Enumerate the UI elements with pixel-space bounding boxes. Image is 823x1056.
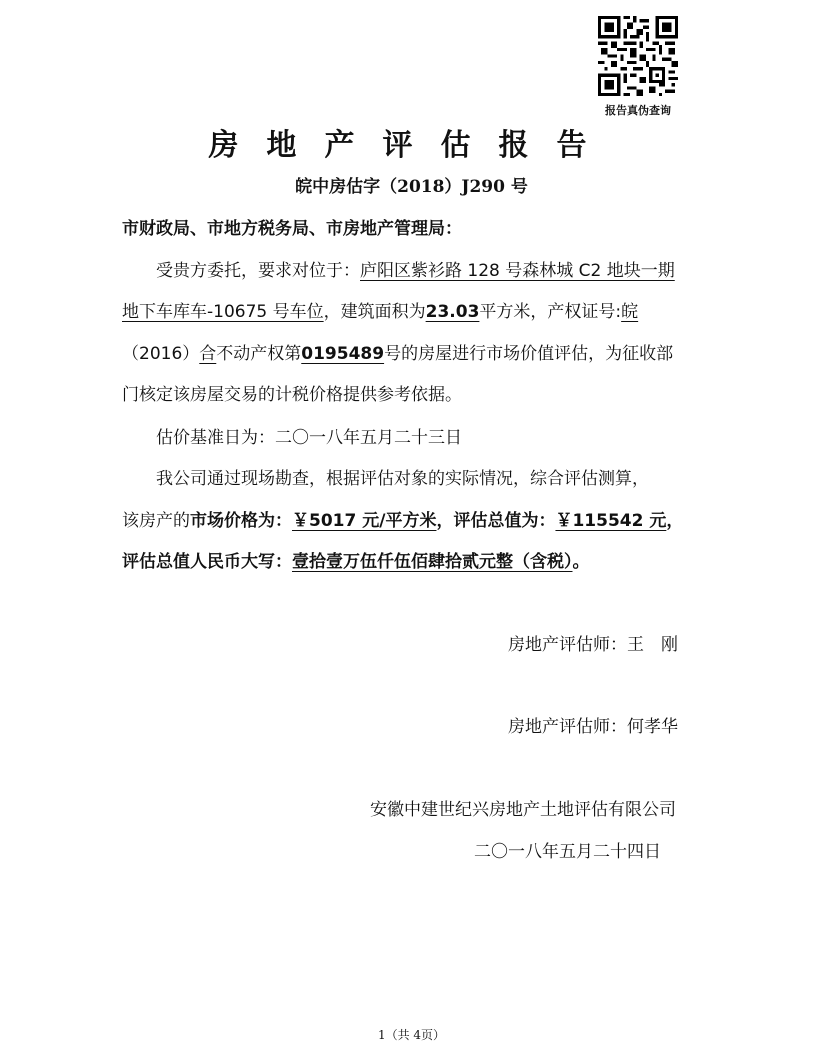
page-number: 1（共 4页） <box>377 1028 446 1042</box>
report-number: 皖中房估字（2018）J290 号 <box>295 177 528 197</box>
company-name: 安徽中建世纪兴房地产土地评估有限公司 <box>370 800 676 820</box>
text: （2016） <box>122 344 200 364</box>
qr-code-icon[interactable] <box>598 16 678 96</box>
text: ， <box>666 511 684 531</box>
paragraph-1-line-4: 门核定该房屋交易的计税价格提供参考依据。 <box>122 385 462 405</box>
certificate-prefix: 皖 <box>621 302 639 322</box>
parking-space: 地下车库车-10675 号车位 <box>122 302 324 322</box>
paragraph-3-line-3 <box>122 547 590 572</box>
valuation-date: 估价基准日为：二〇一八年五月二十三日 <box>156 428 462 448</box>
paragraph-3-line-2 <box>122 506 683 531</box>
text: 该房产的 <box>122 511 190 531</box>
text: 平方米，产权证号: <box>479 302 622 322</box>
paragraph-3-line-1: 我公司通过现场勘查，根据评估对象的实际情况，综合评估测算， <box>156 469 649 489</box>
total-value-label: ，评估总值为： <box>436 511 556 531</box>
building-area: 23.03 <box>425 302 480 322</box>
report-title: 房地产评估报告 <box>208 128 615 163</box>
certificate-number: 0195489 <box>301 344 385 364</box>
paragraph-1-line-3 <box>122 339 673 364</box>
paragraph-1-line-2 <box>122 297 638 322</box>
recipients-line: 市财政局、市地方税务局、市房地产管理局： <box>122 219 462 239</box>
appraiser-2: 房地产评估师：何孝华 <box>508 717 678 737</box>
total-value: ￥115542 元 <box>555 511 667 531</box>
text: 受贵方委托，要求对位于： <box>156 261 360 281</box>
paragraph-1-line-1 <box>156 256 675 281</box>
text: 号的房屋进行市场价值评估，为征收部 <box>384 344 674 364</box>
unit-price: ￥5017 元/平方米 <box>292 511 437 531</box>
property-address: 庐阳区紫衫路 128 号森林城 C2 地块一期 <box>360 261 675 281</box>
total-value-words: 壹拾壹万伍仟伍佰肆拾贰元整（含税） <box>292 552 573 572</box>
text: ，建筑面积为 <box>323 302 426 322</box>
appraiser-1: 房地产评估师：王 刚 <box>508 635 678 655</box>
signing-date: 二〇一八年五月二十四日 <box>474 842 661 862</box>
market-price-label: 市场价格为： <box>190 511 292 531</box>
certificate-region: 合 <box>199 344 217 364</box>
text: 不动产权第 <box>216 344 302 364</box>
qr-caption: 报告真伪查询 <box>605 104 671 117</box>
text: 。 <box>572 552 590 572</box>
total-value-words-label: 评估总值人民币大写： <box>122 552 292 572</box>
